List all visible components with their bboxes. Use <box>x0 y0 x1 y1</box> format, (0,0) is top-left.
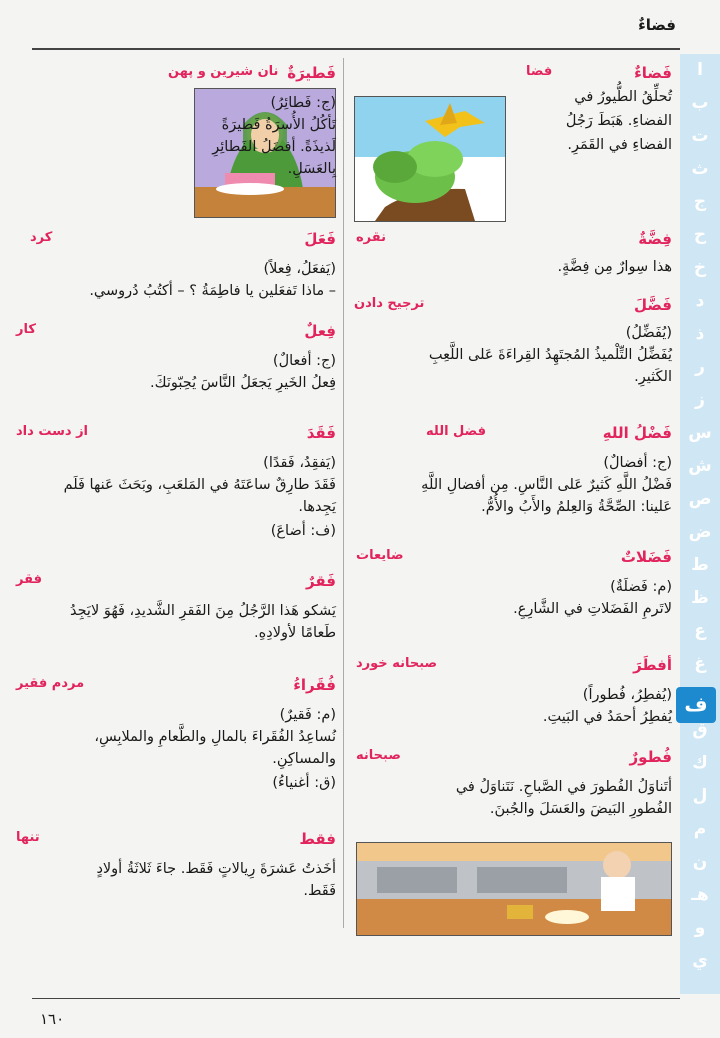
page-header-word: فضاءٌ <box>638 16 676 34</box>
entry-0 <box>14 64 336 214</box>
alphabet-letter: ظ <box>691 588 709 608</box>
alphabet-letter: ا <box>697 60 703 80</box>
definition-line: تُحلِّقُ الطُّيورُ في <box>574 89 672 105</box>
footer-rule <box>32 998 680 999</box>
alphabet-letter: ك <box>692 753 708 773</box>
alphabet-letter: س <box>688 423 712 443</box>
headword: فَضَلاتٌ <box>620 548 672 566</box>
entry-5 <box>14 676 336 806</box>
translation: ترجيح دادن <box>354 296 425 311</box>
alphabet-letter: ذ <box>695 324 705 344</box>
translation: كار <box>16 322 36 337</box>
definition-line: (يَفعَلُ، فِعلاً) <box>263 261 336 277</box>
translation: صبحانه <box>356 748 401 763</box>
entry-4 <box>14 572 336 662</box>
entry-1 <box>14 230 336 310</box>
entry-3 <box>354 424 672 534</box>
translation: از دست داد <box>16 424 89 439</box>
page-number: ١٦٠ <box>40 1010 65 1028</box>
definition-line: (ج: أفضالٌ) <box>603 455 672 471</box>
translation: نان شيرين و پهن <box>168 64 279 79</box>
definition-line: (م: فَقيرٌ) <box>279 707 336 723</box>
translation: فضا <box>526 64 553 79</box>
translation: مردم فقير <box>16 676 85 691</box>
alphabet-letter: ش <box>688 456 712 476</box>
definition-line: نُساعِدُ الفُقَراءَ بالمالِ والطَّعامِ والملابِسِ، <box>94 729 336 745</box>
definition-line: يَشكو هَذا الرَّجُلُ مِنَ الفَقرِ الشَّديدِ، فَهُوَ لايَجِدُ <box>69 603 336 619</box>
definition-line: عَلينا: الصِّحَّةُ وَالعِلمُ والأَبُ والأُمُّ. <box>481 499 672 515</box>
alphabet-letter: ت <box>691 126 709 146</box>
definition-line: يُفطِرُ أحمَدُ في البَيتِ. <box>542 709 672 725</box>
headword: فقط <box>299 830 336 848</box>
definition-line: الفضاءِ. هَبَطَ رَجُلُ <box>565 113 672 129</box>
definition-line: تَأكُلُ الأُسرَةُ فَطيرَةً <box>221 117 336 133</box>
headword: فِضَّةٌ <box>638 230 672 248</box>
alphabet-letter: غ <box>694 654 706 674</box>
entry-6 <box>14 830 336 910</box>
alphabet-letter: ع <box>694 621 706 641</box>
entry-5 <box>354 656 672 746</box>
definition-line: (يُفطِرُ، فُطوراً) <box>582 687 672 703</box>
definition-line: الفضاءِ في القَمَرِ. <box>567 137 672 153</box>
translation: كرد <box>30 230 53 245</box>
alphabet-letter-active: ف <box>676 687 716 723</box>
definition-line: طَعامًا لأولادِهِ. <box>254 625 336 641</box>
definition-line: (يُفَضِّلُ) <box>625 325 672 341</box>
headword: فَضْلُ اللهِ <box>602 424 672 442</box>
alphabet-letter: ص <box>688 489 712 509</box>
alphabet-letter: هـ <box>691 885 709 905</box>
definition-line: لَذيذَةً. أفضَلُ الفَطائِرِ <box>212 139 336 155</box>
alphabet-letter: خ <box>693 258 707 278</box>
definition-line: (يَفقِدُ، فَقدًا) <box>263 455 336 471</box>
translation: نقره <box>356 230 386 245</box>
alphabet-letter: ز <box>695 390 705 410</box>
definition-line: فِعلُ الخَيرِ يَجعَلُ النَّاسَ يُحِبّونَكَ. <box>150 375 336 391</box>
right-column <box>354 58 672 938</box>
translation: صبحانه خورد <box>356 656 438 671</box>
definition-line: (ق: أغنياءُ) <box>272 775 336 791</box>
definition-line: (ج: فَطائِرُ) <box>270 95 336 111</box>
entry-0 <box>354 64 672 184</box>
headword: فَقرٌ <box>306 572 336 590</box>
alphabet-index <box>680 54 720 994</box>
alphabet-letter: ط <box>691 555 709 575</box>
headword: فَضاءٌ <box>634 64 672 82</box>
definition-line: أخَذتُ عَشرَةَ رِيالاتٍ فَقَط. جاءَ ثَلاثَةُ أولادٍ <box>96 861 336 877</box>
alphabet-letter: ي <box>692 951 708 971</box>
definition-line: يَجِدها. <box>298 499 336 515</box>
alphabet-letter: ب <box>691 93 709 113</box>
headword: فَعَلَ <box>304 230 336 248</box>
headword: فَقَدَ <box>306 424 336 442</box>
alphabet-letter: ث <box>691 159 709 179</box>
alphabet-letter: د <box>695 291 705 311</box>
alphabet-letter: ر <box>695 357 705 377</box>
definition-line: (ج: أفعالٌ) <box>272 353 336 369</box>
headword: فِعلٌ <box>304 322 336 340</box>
alphabet-letter: ج <box>693 192 707 212</box>
headword: فَضَّلَ <box>634 296 672 314</box>
alphabet-letter: ن <box>692 852 708 872</box>
definition-line: الكَثيرِ. <box>634 369 672 385</box>
alphabet-letter: ق <box>692 720 708 740</box>
definition-line: فَقَدَ طارِقٌ ساعَتَهُ في المَلعَبِ، وبَحَثَ عَنها فَلَم <box>63 477 336 493</box>
alphabet-letter: ض <box>688 522 712 542</box>
headword: أفطَرَ <box>633 656 672 674</box>
breakfast-kitchen-illustration <box>356 842 672 936</box>
header-rule <box>32 48 680 50</box>
left-column <box>14 58 336 938</box>
definition-line: هذا سِوارٌ مِن فِضَّةٍ. <box>557 259 672 275</box>
definition-line: والمساكِنِ. <box>272 751 336 767</box>
definition-line: (م: فَضلَةٌ) <box>610 579 672 595</box>
entry-3 <box>14 424 336 564</box>
definition-line: لاتَرمِ الفَضَلاتِ في الشَّارِعِ. <box>513 601 672 617</box>
headword: فَطيرَةٌ <box>287 64 336 82</box>
alphabet-letter: م <box>693 819 707 839</box>
entry-6 <box>354 748 672 828</box>
headword: فُقَراءُ <box>293 676 336 694</box>
entry-2 <box>354 296 672 406</box>
definition-line: أتَناوَلُ الفُطورَ في الصَّباحِ. نَتَناوَلُ في <box>455 779 672 795</box>
translation: فضل الله <box>426 424 486 439</box>
definition-line: يُفَضِّلُ التِّلْميذُ المُجتَهِدُ القِراءَةَ عَلى اللَّعِبِ <box>428 347 672 363</box>
definition-line: بِالعَسَلِ. <box>287 161 336 177</box>
alphabet-letter: ل <box>692 786 708 806</box>
entry-1 <box>354 230 672 280</box>
translation: فقر <box>16 572 42 587</box>
translation: تنها <box>16 830 40 845</box>
definition-line: فَضْلُ اللَّهِ كَثيرٌ عَلى النَّاسِ. مِن أفضالِ اللَّهِ <box>421 477 672 493</box>
alphabet-letter: و <box>694 918 706 938</box>
definition-line: الفُطورِ البَيضَ والعَسَلَ والجُبنَ. <box>489 801 672 817</box>
definition-line: – ماذا تَفعَلين يا فاطِمَةُ ؟ – أكتُبُ دُروسي. <box>89 283 336 299</box>
alphabet-letter: ح <box>693 225 707 245</box>
column-divider <box>343 58 344 928</box>
entry-4 <box>354 548 672 638</box>
definition-line: (ف: أضاعَ) <box>270 523 336 539</box>
headword: فُطورٌ <box>629 748 672 766</box>
definition-line: فَقَط. <box>303 883 336 899</box>
entry-2 <box>14 322 336 402</box>
translation: ضايعات <box>356 548 404 563</box>
